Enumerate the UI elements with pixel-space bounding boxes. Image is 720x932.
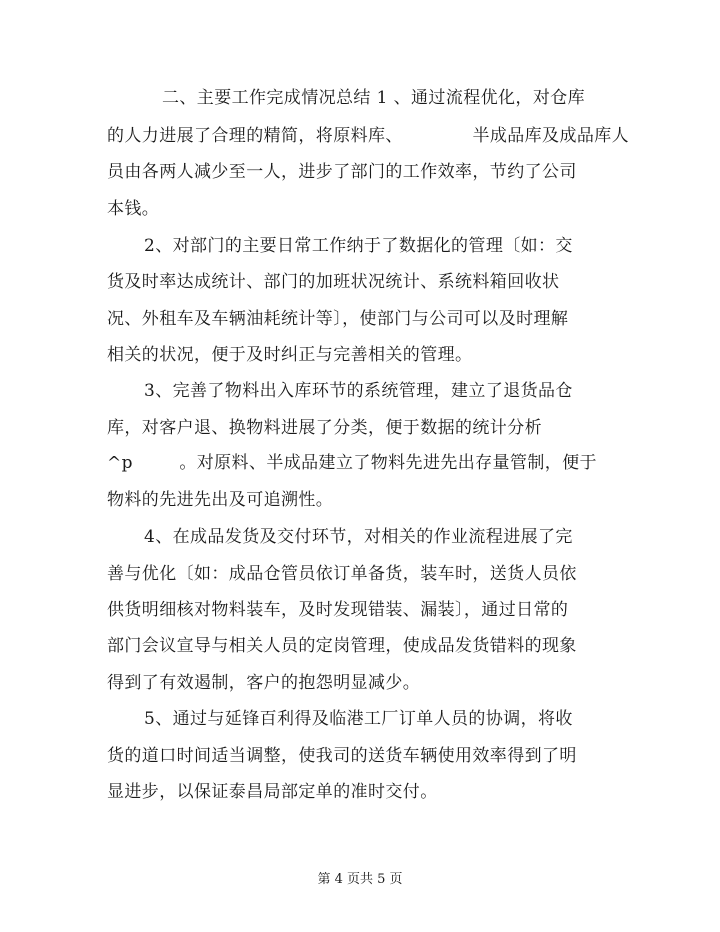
paragraph-4-line-1: 4、在成品发货及交付环节，对相关的作业流程进展了完	[144, 527, 573, 547]
paragraph-1-line-3: 员由各两人减少至一人，进步了部门的工作效率，节约了公司	[107, 162, 577, 182]
paragraph-2-line-3: 况、外租车及车辆油耗统计等〕，使部门与公司可以及时理解	[107, 309, 569, 329]
paragraph-2-line-4: 相关的状况，便于及时纠正与完善相关的管理。	[107, 345, 473, 365]
page-number-footer: 第 4 页共 5 页	[317, 872, 403, 887]
paragraph-4-line-5: 得到了有效遏制，客户的抱怨明显减少。	[107, 673, 421, 693]
paragraph-4-line-2: 善与优化〔如：成品仓管员依订单备货，装车时，送货人员依	[107, 564, 577, 584]
paragraph-5-line-2: 货的道口时间适当调整，使我司的送货车辆使用效率得到了明	[107, 746, 577, 766]
paragraph-4-line-4: 部门会议宣导与相关人员的定岗管理，使成品发货错料的现象	[107, 636, 577, 656]
paragraph-3-line-1: 3、完善了物料出入库环节的系统管理，建立了退货品仓	[144, 381, 573, 401]
paragraph-5-line-3: 显进步，以保证泰昌局部定单的准时交付。	[107, 782, 438, 802]
paragraph-1-line-1: 二、主要工作完成情况总结 1 、通过流程优化，对仓库	[162, 88, 586, 108]
paragraph-3-line-2: 库，对客户退、换物料进展了分类，便于数据的统计分析	[107, 418, 542, 438]
paragraph-2-line-1: 2、对部门的主要日常工作纳于了数据化的管理〔如：交	[144, 236, 573, 256]
paragraph-4-line-3: 供货明细核对物料装车，及时发现错装、漏装〕，通过日常的	[107, 600, 569, 620]
paragraph-2-line-2: 货及时率达成统计、部门的加班状况统计、系统料箱回收状	[107, 272, 560, 292]
paragraph-3-line-3: ^p 。对原料、半成品建立了物料先进先出存量管制，便于	[107, 453, 597, 473]
paragraph-1-line-2: 的人力进展了合理的精简，将原料库、 半成品库及成品库人	[107, 126, 630, 146]
paragraph-3-line-4: 物料的先进先出及可追溯性。	[107, 490, 334, 510]
paragraph-5-line-1: 5、通过与延锋百利得及临港工厂订单人员的协调，将收	[144, 709, 573, 729]
paragraph-1-line-4: 本钱。	[107, 199, 160, 219]
